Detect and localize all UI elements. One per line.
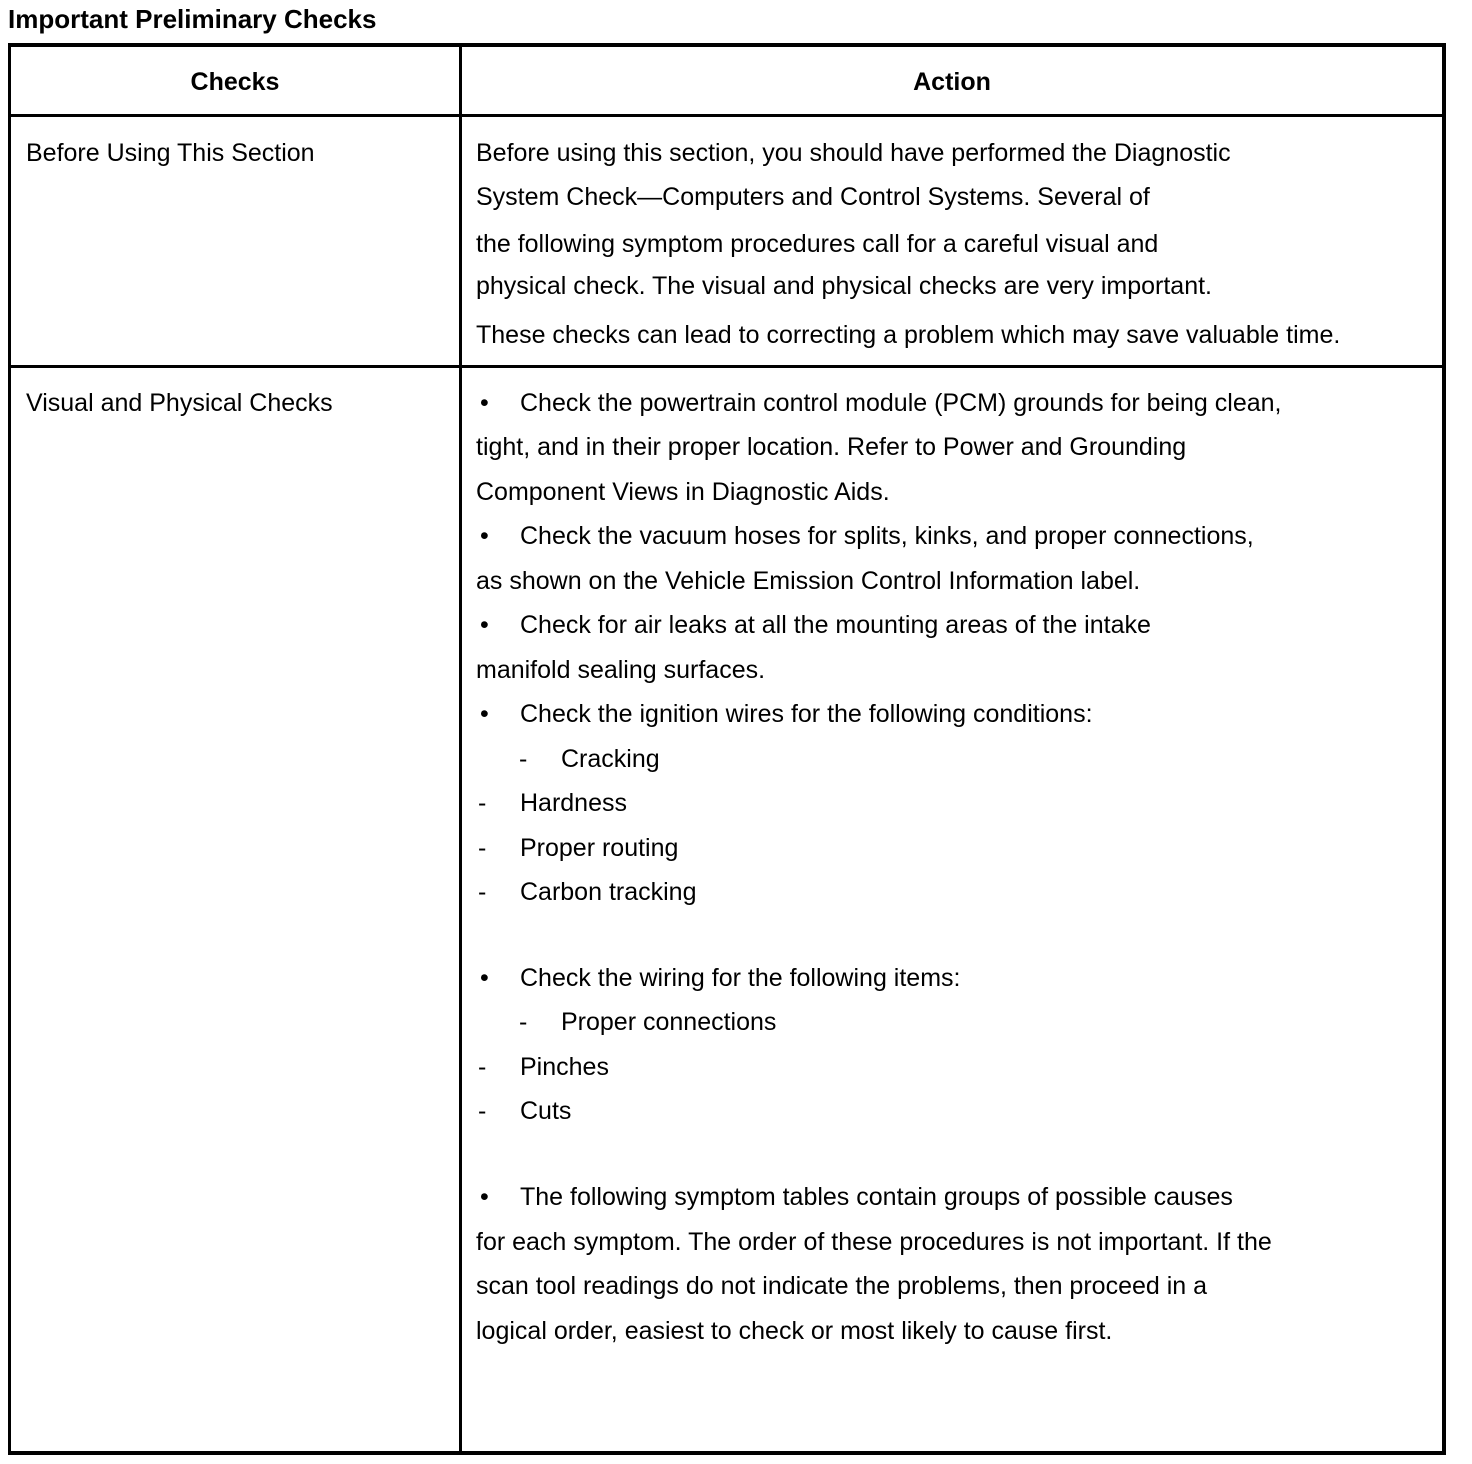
sub-list-item: - Carbon tracking bbox=[478, 878, 697, 906]
row-divider bbox=[11, 365, 1442, 368]
list-item-continuation: as shown on the Vehicle Emission Control Information label. bbox=[476, 567, 1141, 595]
list-item: • Check the vacuum hoses for splits, kinks, and proper connections, bbox=[476, 522, 1254, 551]
list-item: • Check for air leaks at all the mounting areas of the intake bbox=[476, 611, 1151, 640]
list-item: • Check the ignition wires for the following conditions: bbox=[476, 700, 1093, 729]
action-line: the following symptom procedures call for a careful visual and bbox=[476, 230, 1159, 258]
action-line: Before using this section, you should have performed the Diagnostic bbox=[476, 139, 1231, 167]
dash-glyph: - bbox=[478, 1097, 487, 1125]
sub-list-item: - Proper routing bbox=[478, 834, 679, 862]
list-item-continuation: manifold sealing surfaces. bbox=[476, 656, 766, 684]
list-item-continuation: for each symptom. The order of these procedures is not important. If the bbox=[476, 1228, 1272, 1256]
dash-glyph: - bbox=[519, 1008, 528, 1036]
column-header-checks: Checks bbox=[190, 67, 280, 96]
bullet-glyph: • bbox=[480, 1183, 489, 1211]
list-item-continuation: scan tool readings do not indicate the problems, then proceed in a bbox=[476, 1272, 1208, 1300]
dash-glyph: - bbox=[478, 878, 487, 906]
bullet-glyph: • bbox=[480, 522, 489, 550]
column-header-action: Action bbox=[913, 67, 991, 96]
dash-glyph: - bbox=[519, 745, 528, 773]
row-check-label: Before Using This Section bbox=[26, 139, 315, 167]
sub-list-item: - Cuts bbox=[478, 1097, 572, 1125]
list-item-continuation: logical order, easiest to check or most likely to cause first. bbox=[476, 1317, 1113, 1345]
page-title: Important Preliminary Checks bbox=[8, 4, 377, 34]
action-line: These checks can lead to correcting a problem which may save valuable time. bbox=[476, 321, 1341, 349]
dash-glyph: - bbox=[478, 834, 487, 862]
list-item: • Check the powertrain control module (PCM) grounds for being clean, bbox=[476, 389, 1282, 418]
bullet-glyph: • bbox=[480, 611, 489, 639]
action-line: physical check. The visual and physical checks are very important. bbox=[476, 272, 1212, 300]
list-item-continuation: Component Views in Diagnostic Aids. bbox=[476, 478, 890, 506]
sub-list-item: - Cracking bbox=[519, 745, 660, 773]
bullet-glyph: • bbox=[480, 964, 489, 992]
list-item-continuation: tight, and in their proper location. Refer to Power and Grounding bbox=[476, 433, 1187, 461]
dash-glyph: - bbox=[478, 1053, 487, 1081]
bullet-glyph: • bbox=[480, 700, 489, 728]
list-item: • The following symptom tables contain groups of possible causes bbox=[476, 1183, 1233, 1212]
checks-table bbox=[8, 43, 1446, 1455]
bullet-glyph: • bbox=[480, 389, 489, 417]
row-check-label: Visual and Physical Checks bbox=[26, 389, 333, 417]
sub-list-item: - Proper connections bbox=[519, 1008, 777, 1036]
column-divider bbox=[459, 47, 462, 1451]
sub-list-item: - Hardness bbox=[478, 789, 627, 817]
sub-list-item: - Pinches bbox=[478, 1053, 609, 1081]
dash-glyph: - bbox=[478, 789, 487, 817]
list-item: • Check the wiring for the following items: bbox=[476, 964, 960, 993]
action-line: System Check—Computers and Control Systems. Several of bbox=[476, 183, 1150, 211]
